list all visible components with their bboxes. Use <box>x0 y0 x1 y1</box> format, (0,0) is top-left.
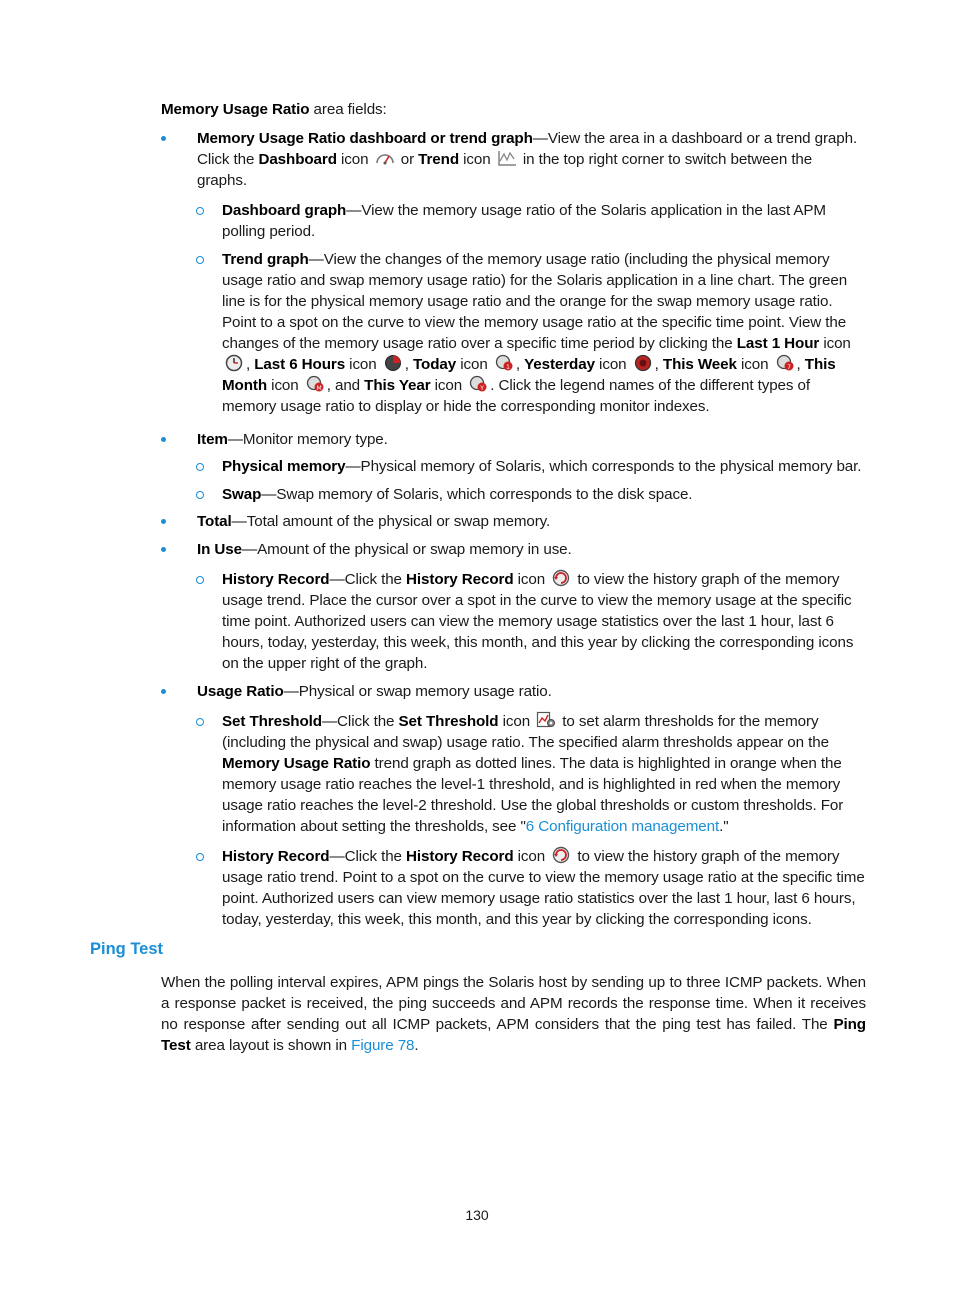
dashboard-gauge-icon[interactable] <box>375 149 395 167</box>
intro-line: Memory Usage Ratio area fields: <box>161 101 387 118</box>
sub-bullet <box>196 207 204 215</box>
bullet-dot <box>161 136 166 141</box>
bullet-item: Item—Monitor memory type. <box>161 429 866 450</box>
yesterday-clock-icon[interactable] <box>633 354 653 372</box>
bullet-dot <box>161 519 166 524</box>
sub-bullet <box>196 256 204 264</box>
figure-78-link[interactable]: Figure 78 <box>351 1037 415 1054</box>
bullet-dashboard-trend: Memory Usage Ratio dashboard or trend graph—View the area in a dashboard or a trend graph. Click the Dashboard icon or Trend icon in the top right corner to switch between the graphs. <box>161 128 866 191</box>
sub-history-record-usage: History Record—Click the History Record icon to view the history graph of the memory usage trend. Place the cursor over a spot in the curve to view the memory usage at the specific time point. Authorized users can view the memory usage statistics over the last 1 hour, last 6 hours, today, yesterday, this week, this month, and this year by clicking the corresponding icons on the upper right of the graph. <box>196 569 866 674</box>
svg-text:1: 1 <box>505 364 510 371</box>
bullet-dot <box>161 689 166 694</box>
intro-bold: Memory Usage Ratio <box>161 101 310 118</box>
set-threshold-icon[interactable] <box>536 711 556 729</box>
bullet-dot <box>161 547 166 552</box>
svg-text:M: M <box>316 385 322 392</box>
sub-bullet <box>196 718 204 726</box>
history-record-icon[interactable] <box>551 569 571 587</box>
bullet-in-use: In Use—Amount of the physical or swap memory in use. <box>161 539 866 560</box>
this-month-clock-icon[interactable] <box>305 375 325 393</box>
bullet-usage-ratio: Usage Ratio—Physical or swap memory usage ratio. <box>161 681 866 702</box>
this-year-clock-icon[interactable] <box>468 375 488 393</box>
sub-physical-memory: Physical memory—Physical memory of Solaris, which corresponds to the physical memory bar. <box>196 456 866 477</box>
sub-bullet <box>196 463 204 471</box>
configuration-management-link[interactable]: 6 Configuration management <box>525 818 720 835</box>
sub-history-record-ratio: History Record—Click the History Record icon to view the history graph of the memory usage ratio trend. Point to a spot on the curve to view the memory usage ratio at the specific time point. Authorized users can view memory usage ratio statistics over the last 1 hour, last 6 hours, today, yesterday, this week, this month, and this year by clicking the corresponding icons. <box>196 846 866 930</box>
last-1-hour-clock-icon[interactable] <box>224 354 244 372</box>
sub-bullet <box>196 576 204 584</box>
ping-test-paragraph: When the polling interval expires, APM pings the Solaris host by sending up to three ICMP packets. When a response packet is received, the ping succeeds and APM records the response time. When it receives no response after sending out all ICMP packets, APM considers that the ping test has failed. The Ping Test area layout is shown in Figure 78. <box>161 974 866 1054</box>
last-6-hours-clock-icon[interactable] <box>383 354 403 372</box>
svg-text:Y: Y <box>480 385 485 392</box>
sub-swap: Swap—Swap memory of Solaris, which corresponds to the disk space. <box>196 484 866 505</box>
page-number: 130 <box>465 1207 489 1223</box>
this-week-clock-icon[interactable] <box>775 354 795 372</box>
bullet-total: Total—Total amount of the physical or swap memory. <box>161 511 866 532</box>
sub-trend-graph: Trend graph—View the changes of the memory usage ratio (including the physical memory usage ratio and swap memory usage ratio) for the Solaris application in a line chart. The green line is for the physical memory usage ratio and the orange for the swap memory usage ratio. Point to a spot on the curve to view the memory usage ratio at the specific time point. View the changes of the memory usage ratio over a specific time period by clicking the Last 1 Hour icon , Last 6 Hours icon , Today icon 1 , Yesterday icon , This Week icon 7 , This Month icon M , and This Year icon Y . Click the legend names of the different types of memory usage ratio to display or hide the corresponding monitor indexes. <box>196 249 866 417</box>
sub-set-threshold: Set Threshold—Click the Set Threshold icon to set alarm thresholds for the memory (including the physical and swap) usage ratio. The specified alarm thresholds appear on the Memory Usage Ratio trend graph as dotted lines. The data is highlighted in orange when the memory usage ratio reaches the level-1 threshold, and is highlighted in red when the memory usage ratio reaches the level-2 threshold. Use the global thresholds or custom thresholds. For information about setting the thresholds, see "6 Configuration management." <box>196 711 866 837</box>
section-heading-ping-test: Ping Test <box>90 940 164 958</box>
sub-bullet <box>196 491 204 499</box>
sub-dashboard-graph: Dashboard graph—View the memory usage ratio of the Solaris application in the last APM polling period. <box>196 200 866 242</box>
trend-chart-icon[interactable] <box>497 149 517 167</box>
sub-bullet <box>196 853 204 861</box>
history-record-icon[interactable] <box>551 846 571 864</box>
svg-text:7: 7 <box>786 364 791 371</box>
today-clock-icon[interactable] <box>494 354 514 372</box>
bullet-dot <box>161 437 166 442</box>
